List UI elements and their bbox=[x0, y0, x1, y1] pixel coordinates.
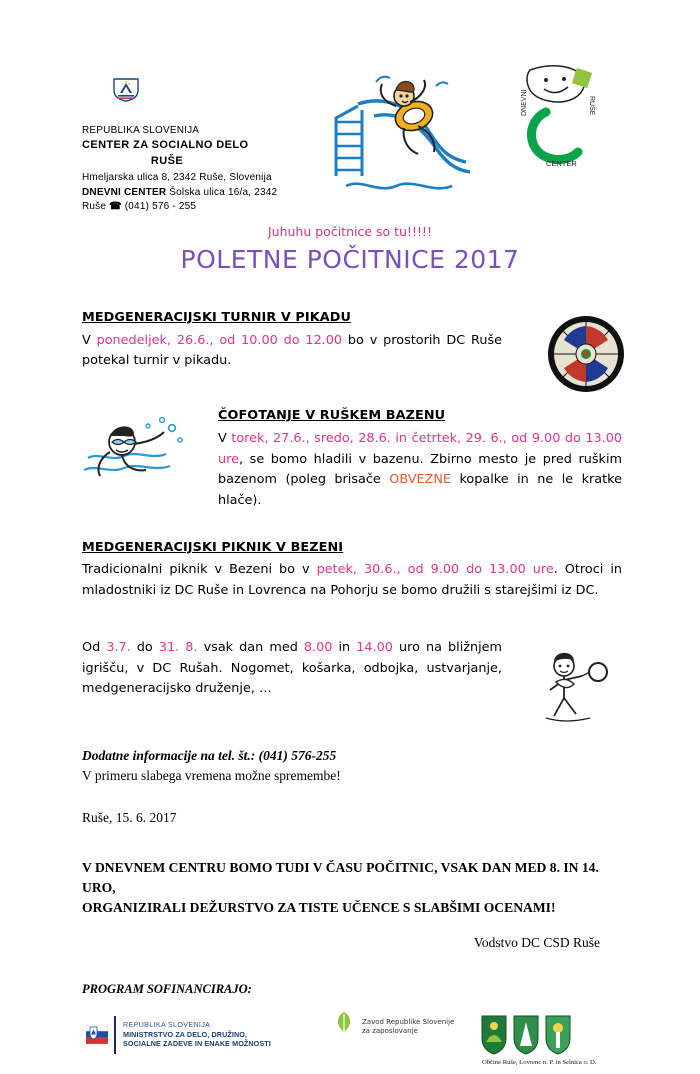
zavod-line-2: za zaposlovanje bbox=[362, 1026, 418, 1035]
duty-notice bbox=[82, 858, 622, 917]
daily-text-1: Od bbox=[82, 639, 107, 655]
sponsors-heading: PROGRAM SOFINANCIRAJO: bbox=[82, 982, 252, 997]
section-paragraph-darts bbox=[82, 331, 502, 372]
darts-date-highlight: ponedeljek, 26.6., od 10.00 do 12.00 bbox=[96, 332, 343, 348]
darts-text-1: V bbox=[82, 332, 97, 348]
swimmer-clipart-icon bbox=[78, 412, 208, 492]
section-paragraph-summer-daily bbox=[82, 638, 502, 700]
duty-notice-line-2: ORGANIZIRALI DEŽURSTVO ZA TISTE UČENCE S SLABŠIMI OCENAMI! bbox=[82, 899, 556, 915]
svg-text:RUŠE: RUŠE bbox=[588, 96, 595, 116]
section-paragraph-picnic bbox=[82, 560, 622, 601]
org-line-ruse: RUŠE bbox=[150, 154, 184, 167]
daily-date-from: 3.7. bbox=[106, 639, 131, 655]
section-summer-daily bbox=[82, 638, 622, 700]
signature-line: Vodstvo DC CSD Ruše bbox=[473, 934, 600, 950]
section-paragraph-swimming bbox=[218, 429, 622, 512]
daily-text-5: uro na bližnjem igrišču, v DC Rušah. Nogomet, košarka, odbojka, ustvarjanje, medgeneracijsko druženje, … bbox=[82, 639, 503, 697]
swim-text-3: kopalke in ne le kratke hlače). bbox=[218, 472, 622, 509]
water-slide-clipart-icon bbox=[318, 58, 478, 203]
zavod-text bbox=[362, 1018, 472, 1036]
swim-date-highlight: torek, 27.6., sredo, 28.6. in četrtek, 29. 6., od 9.00 do 13.00 ure bbox=[218, 430, 622, 467]
svg-text:DNEVNI: DNEVNI bbox=[521, 89, 528, 116]
swim-obvezne-highlight: OBVEZNE bbox=[389, 472, 451, 488]
ministry-line-2: MINISTRSTVO ZA DELO, DRUŽINO, bbox=[123, 1029, 248, 1039]
daily-time-to: 14.00 bbox=[356, 639, 393, 655]
svg-text:CENTER: CENTER bbox=[546, 159, 577, 168]
org-phone-number: (041) 576 - 255 bbox=[124, 200, 197, 212]
section-picnic bbox=[82, 538, 622, 602]
dartboard-icon bbox=[546, 314, 626, 394]
zavod-leaf-icon bbox=[332, 1010, 356, 1036]
org-line-address: Hmeljarska ulica 8, 2342 Ruše, Slovenija bbox=[82, 172, 272, 184]
duty-notice-line-1: V DNEVNEM CENTRU BOMO TUDI V ČASU POČITNIC, VSAK DAN MED 8. IN 14. URO, bbox=[82, 860, 599, 896]
poster-content bbox=[0, 308, 700, 1074]
org-line-republika: REPUBLIKA SLOVENIJA bbox=[82, 125, 200, 136]
picnic-text-2: . Otroci in mladostniki iz DC Ruše in Lovrenca na Pohorju se bomo družili s starejšimi iz DC. bbox=[82, 562, 622, 599]
slovenia-coat-of-arms-icon bbox=[112, 78, 140, 102]
org-city: Ruše bbox=[82, 200, 110, 212]
daily-text-3: vsak dan med bbox=[197, 639, 304, 655]
swim-text-2: , se bomo hladili v bazenu. Zbirno mesto je pred ruškim bazenom (poleg brisače bbox=[218, 451, 622, 488]
dnevni-center-logo-icon bbox=[516, 62, 602, 170]
section-heading-darts: MEDGENERACIJSKI TURNIR V PIKADU bbox=[82, 310, 352, 325]
dnevni-center-bold: DNEVNI CENTER bbox=[82, 186, 167, 198]
zavod-line-1: Zavod Republike Slovenije bbox=[362, 1017, 455, 1026]
page-title: POLETNE POČITNICE 2017 bbox=[180, 245, 520, 274]
sponsors-logo-row bbox=[82, 1012, 622, 1074]
ministry-line-1: REPUBLIKA SLOVENIJA bbox=[123, 1020, 211, 1030]
document-header bbox=[0, 0, 700, 212]
daily-text-4: in bbox=[332, 639, 357, 655]
picnic-date-highlight: petek, 30.6., od 9.00 do 13.00 ure bbox=[316, 562, 554, 578]
section-swimming bbox=[82, 406, 622, 512]
municipal-crests-icon bbox=[476, 1012, 586, 1058]
section-heading-picnic: MEDGENERACIJSKI PIKNIK V BEZENI bbox=[82, 539, 344, 555]
weather-notice-line: V primeru slabega vremena možne spremembe! bbox=[82, 768, 341, 784]
ministry-divider bbox=[114, 1016, 116, 1054]
poster-subtitle: Juhuhu počitnice so tu!!!!! bbox=[267, 224, 433, 239]
swim-text-1: V bbox=[218, 430, 232, 446]
ministry-line-3: SOCIALNE ZADEVE IN ENAKE MOŽNOSTI bbox=[123, 1039, 271, 1049]
org-line-phone: Ruše ☎ (041) 576 - 255 bbox=[82, 200, 197, 212]
contact-info-line: Dodatne informacije na tel. št.: (041) 576-255 bbox=[82, 748, 337, 764]
org-line-dnevni-center bbox=[82, 186, 352, 200]
kid-running-clipart-icon bbox=[526, 646, 616, 726]
document-date: Ruše, 15. 6. 2017 bbox=[82, 809, 177, 825]
additional-info-block bbox=[82, 746, 622, 787]
darts-text-2: bo v prostorih DC Ruše potekal turnir v pikadu. bbox=[82, 332, 502, 369]
daily-date-to: 31. 8. bbox=[158, 639, 198, 655]
dnevni-center-address: Šolska ulica 16/a, 2342 bbox=[166, 186, 278, 198]
picnic-text-1: Tradicionalni piknik v Bezeni bo v bbox=[82, 562, 317, 578]
daily-text-2: do bbox=[130, 639, 159, 655]
municipalities-caption: Občine Ruše, Lovrenc n. P. in Selnica o. D. bbox=[482, 1058, 597, 1066]
organization-address-block bbox=[82, 124, 352, 214]
slovenia-flag-icon bbox=[86, 1025, 108, 1044]
ministry-logo bbox=[86, 1014, 316, 1056]
ministry-text bbox=[123, 1020, 271, 1049]
daily-time-from: 8.00 bbox=[303, 639, 333, 655]
org-line-center: CENTER ZA SOCIALNO DELO bbox=[82, 139, 249, 152]
section-darts-tournament bbox=[82, 308, 622, 372]
section-heading-swimming: ČOFOTANJE V RUŠKEM BAZENU bbox=[218, 408, 446, 424]
